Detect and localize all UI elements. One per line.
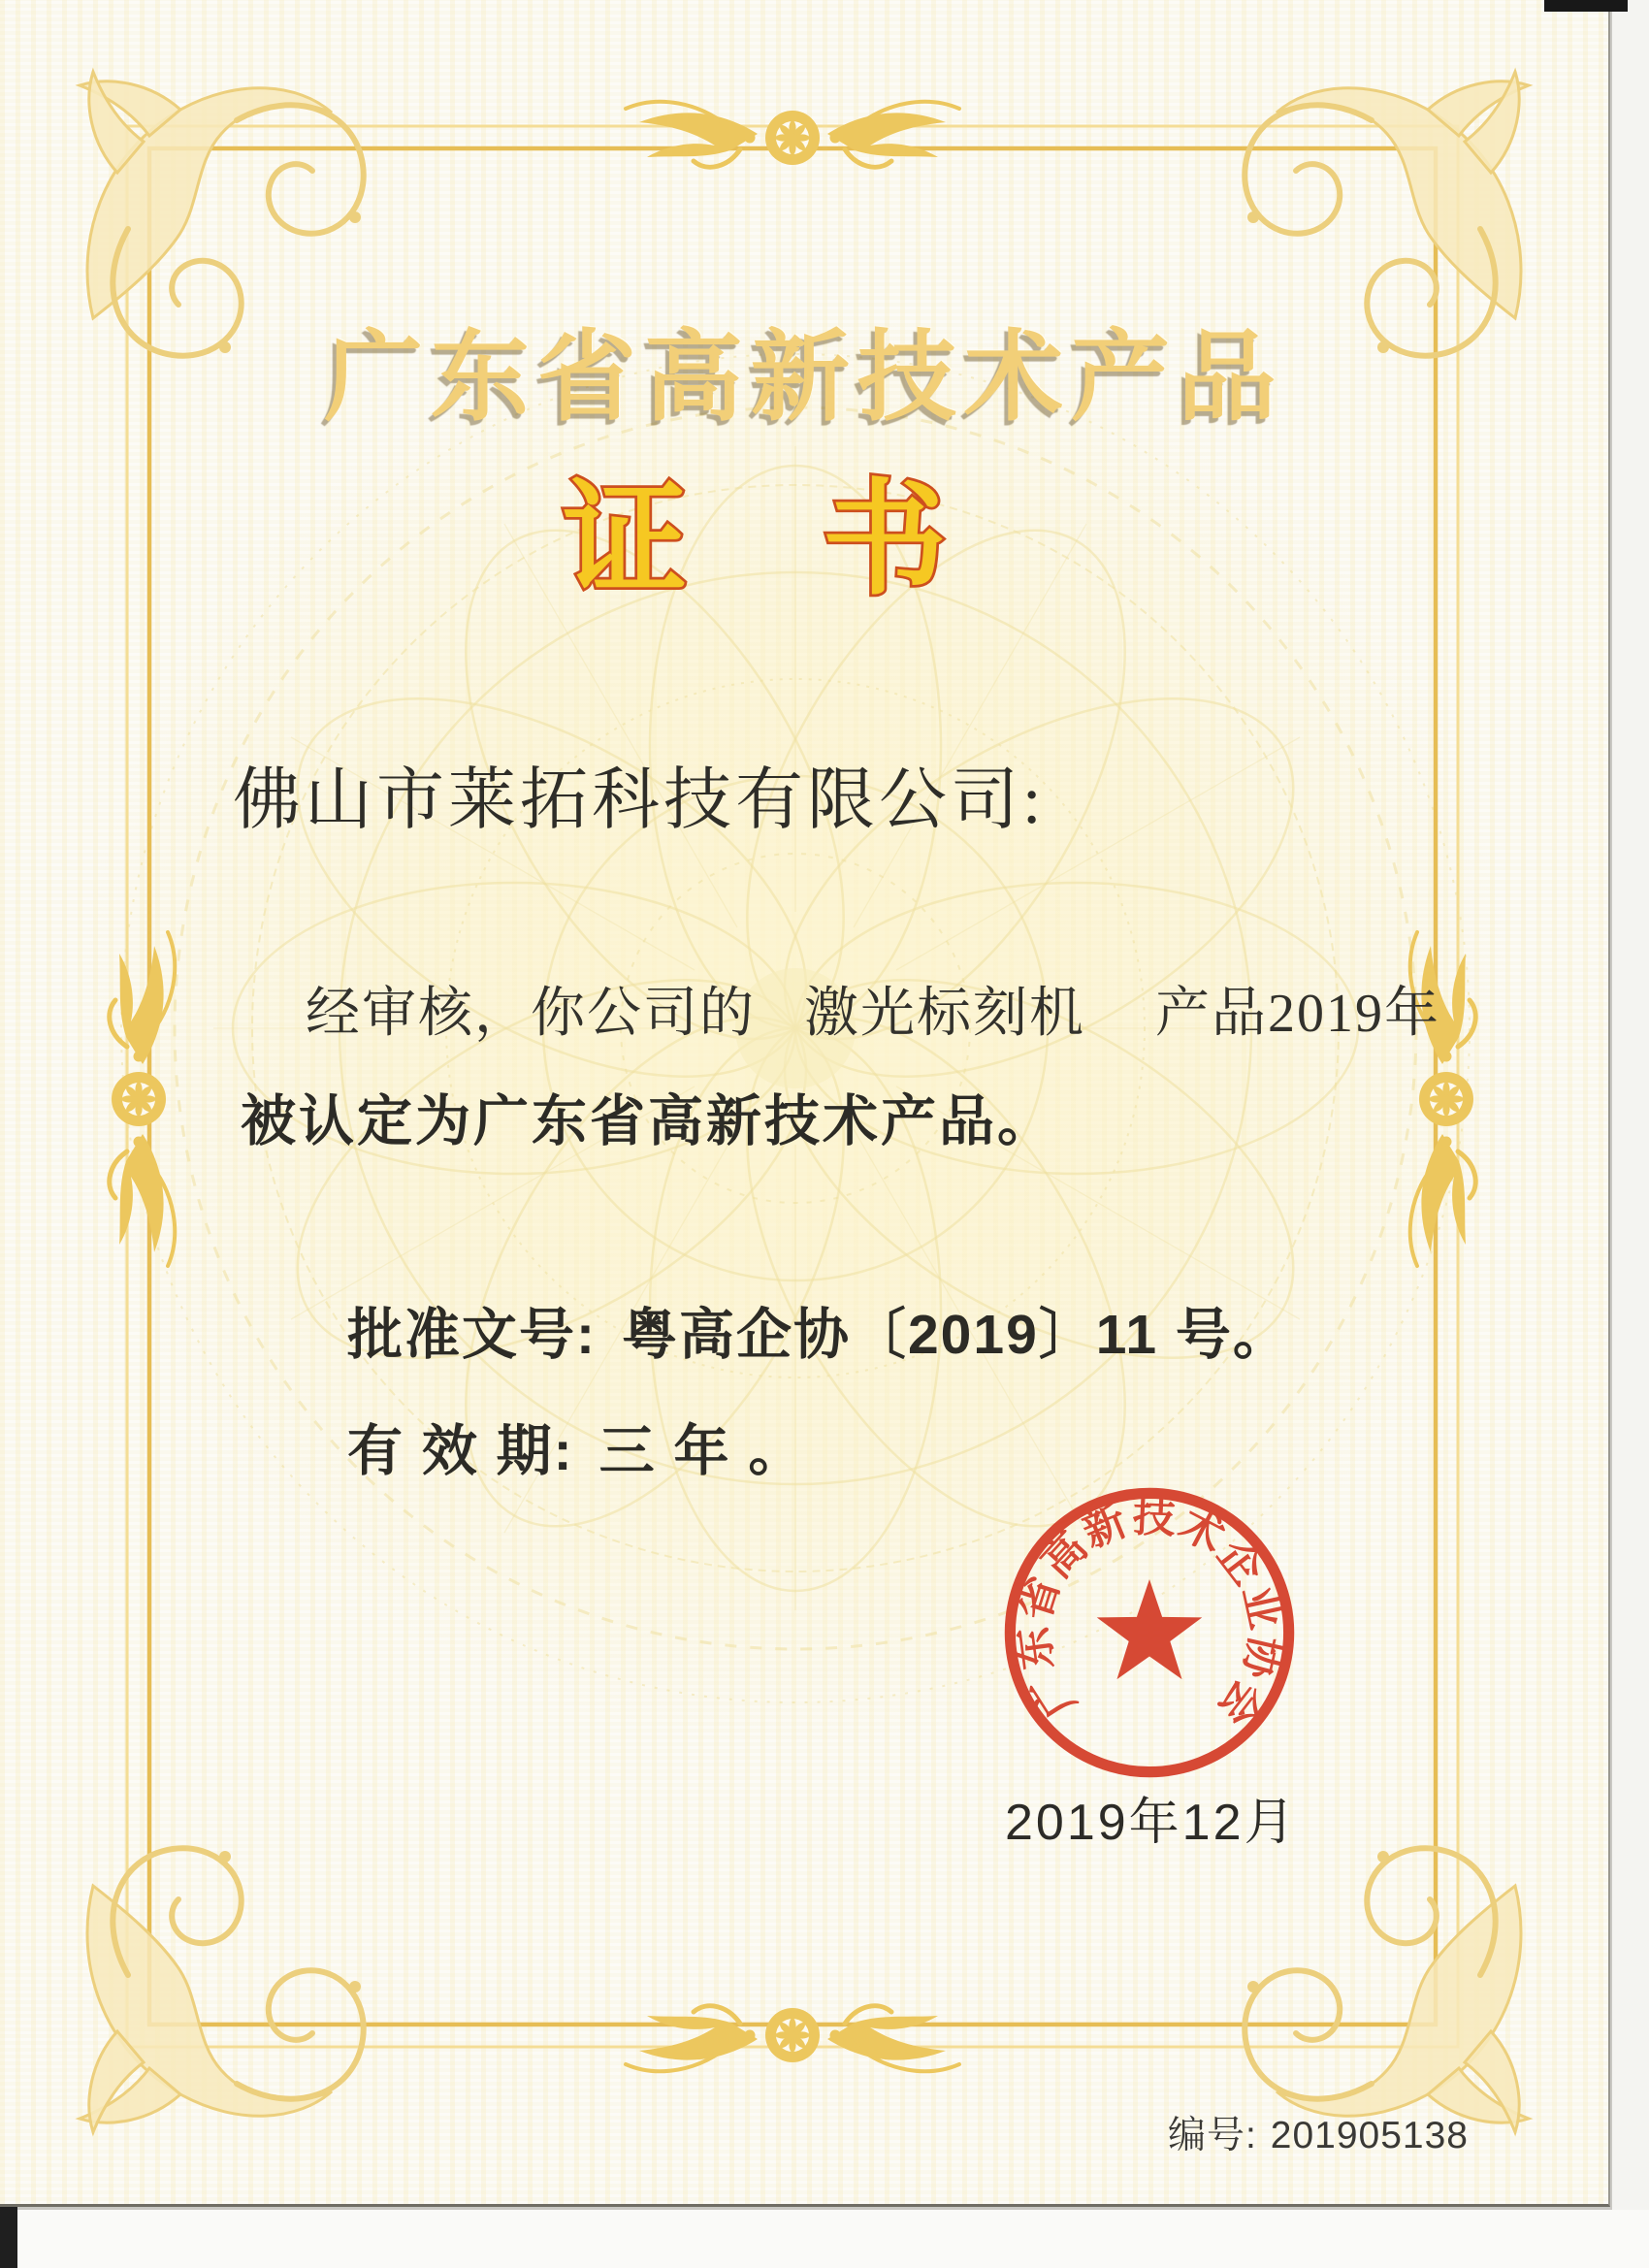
- corner-ornament-bottom-left: [80, 1848, 364, 2132]
- serial-number-row: [1168, 2105, 1469, 2159]
- certificate-title: 广东省高新技术产品: [324, 322, 1284, 433]
- body-line1-suffix: 产品2019年: [1155, 984, 1440, 1044]
- body-line1-prefix: 经审核，你公司的: [306, 984, 756, 1044]
- serial-number-value: 201905138: [1270, 2115, 1469, 2156]
- scan-edge-artifact-bottom-left: [0, 2207, 17, 2268]
- validity-period-value: 三 年 。: [598, 1420, 806, 1482]
- validity-period-row: [347, 1407, 805, 1486]
- corner-ornament-bottom-right: [1245, 1848, 1529, 2132]
- body-paragraph-line2: 被认定为广东省高新技术产品。: [241, 1090, 1055, 1152]
- approval-number-value: 粤高企协〔2019〕11 号。: [621, 1304, 1290, 1366]
- edge-medallion-top: [626, 102, 959, 167]
- seal-star-icon: [1097, 1579, 1203, 1679]
- approval-number-label: 批准文号:: [347, 1304, 597, 1366]
- issue-date: 2019年12月: [1005, 1795, 1298, 1851]
- scanner-background: [0, 2210, 1649, 2268]
- certificate-word-text: 证 书: [563, 470, 997, 609]
- recipient-company-name: 佛山市莱拓科技有限公司:: [233, 763, 1046, 838]
- edge-medallion-left: [110, 932, 175, 1266]
- certificate-word: [0, 438, 1608, 632]
- serial-number-label: 编号:: [1167, 2115, 1257, 2156]
- edge-medallion-bottom: [626, 2006, 959, 2071]
- official-red-seal: [991, 1474, 1308, 1791]
- seal-text: 广东省高新技术企业协会: [1009, 1493, 1290, 1735]
- scan-edge-artifact-top-right: [1544, 0, 1628, 12]
- product-name: 激光标刻机: [804, 984, 1085, 1044]
- validity-period-label: 有 效 期:: [347, 1420, 574, 1482]
- body-paragraph-line1: [306, 970, 1440, 1048]
- approval-number-row: [347, 1290, 1290, 1370]
